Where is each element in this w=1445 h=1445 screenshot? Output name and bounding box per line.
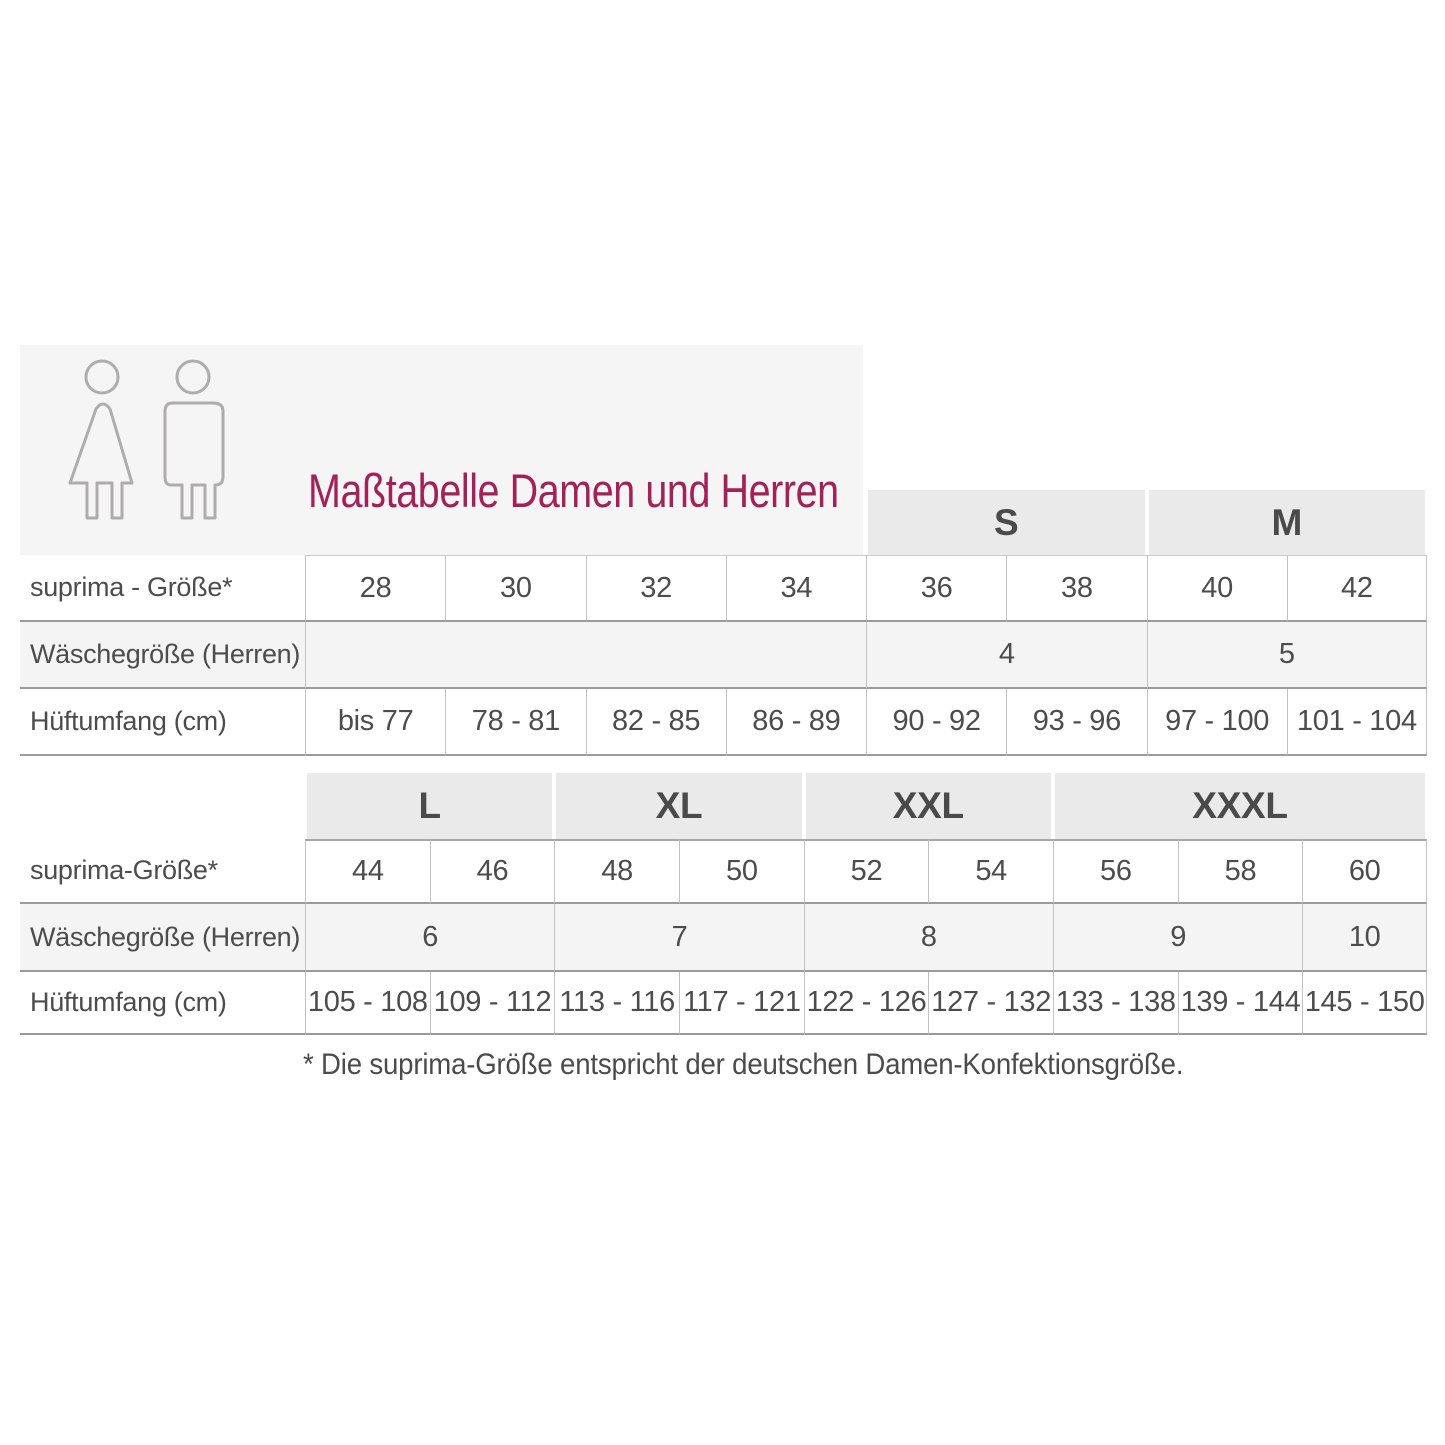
size-header-xxl: XXL bbox=[806, 773, 1051, 839]
size-header-m: M bbox=[1149, 490, 1426, 555]
table-cell: 78 - 81 bbox=[445, 689, 585, 756]
table-cell: 133 - 138 bbox=[1053, 972, 1178, 1035]
size-header-s: S bbox=[868, 490, 1145, 555]
table-cell: 56 bbox=[1053, 839, 1178, 904]
table-cell: bis 77 bbox=[305, 689, 445, 756]
table-cell: 4 bbox=[866, 622, 1147, 689]
table-cell: 82 - 85 bbox=[586, 689, 726, 756]
table-cell: 113 - 116 bbox=[554, 972, 679, 1035]
upper-header-spacer bbox=[20, 490, 866, 555]
table-cell: 5 bbox=[1147, 622, 1428, 689]
table-cell: 52 bbox=[804, 839, 929, 904]
table-cell: 34 bbox=[726, 555, 866, 622]
table-cell-empty bbox=[305, 622, 866, 689]
footnote-text: * Die suprima-Größe entspricht der deutschen Damen-Konfektionsgröße. bbox=[303, 1048, 1184, 1081]
row-label-hueftumfang: Hüftumfang (cm) bbox=[20, 972, 305, 1035]
table-cell: 48 bbox=[554, 839, 679, 904]
table-cell: 122 - 126 bbox=[804, 972, 929, 1035]
lower-size-table bbox=[20, 773, 1427, 1035]
table-cell: 105 - 108 bbox=[305, 972, 430, 1035]
page-title: Maßtabelle Damen und Herren bbox=[308, 464, 839, 517]
table-cell: 54 bbox=[928, 839, 1053, 904]
table-cell: 8 bbox=[804, 904, 1053, 972]
table-cell: 32 bbox=[586, 555, 726, 622]
row-label-hueftumfang: Hüftumfang (cm) bbox=[20, 689, 305, 756]
table-cell: 9 bbox=[1053, 904, 1302, 972]
table-cell: 46 bbox=[430, 839, 555, 904]
size-header-l: L bbox=[307, 773, 552, 839]
table-cell: 10 bbox=[1302, 904, 1427, 972]
size-header-xl: XL bbox=[556, 773, 801, 839]
table-cell: 28 bbox=[305, 555, 445, 622]
table-cell: 139 - 144 bbox=[1178, 972, 1303, 1035]
table-cell: 101 - 104 bbox=[1287, 689, 1427, 756]
table-cell: 127 - 132 bbox=[928, 972, 1053, 1035]
row-label-suprima-groesse: suprima-Größe* bbox=[20, 839, 305, 904]
table-cell: 90 - 92 bbox=[866, 689, 1006, 756]
table-cell: 42 bbox=[1287, 555, 1427, 622]
table-cell: 93 - 96 bbox=[1006, 689, 1146, 756]
table-cell: 109 - 112 bbox=[430, 972, 555, 1035]
table-cell: 86 - 89 bbox=[726, 689, 866, 756]
table-cell: 97 - 100 bbox=[1147, 689, 1287, 756]
table-cell: 60 bbox=[1302, 839, 1427, 904]
table-cell: 30 bbox=[445, 555, 585, 622]
table-cell: 58 bbox=[1178, 839, 1303, 904]
row-label-waeschegroesse: Wäschegröße (Herren) bbox=[20, 904, 305, 972]
table-cell: 38 bbox=[1006, 555, 1146, 622]
table-cell: 7 bbox=[554, 904, 803, 972]
size-header-xxxl: XXXL bbox=[1055, 773, 1425, 839]
man-head bbox=[177, 361, 209, 393]
lower-header-spacer bbox=[20, 773, 305, 839]
woman-head bbox=[86, 361, 118, 393]
table-cell: 36 bbox=[866, 555, 1006, 622]
table-cell: 6 bbox=[305, 904, 554, 972]
table-cell: 145 - 150 bbox=[1302, 972, 1427, 1035]
row-label-waeschegroesse: Wäschegröße (Herren) bbox=[20, 622, 305, 689]
table-cell: 50 bbox=[679, 839, 804, 904]
table-cell: 40 bbox=[1147, 555, 1287, 622]
upper-size-table bbox=[20, 490, 1427, 756]
table-cell: 117 - 121 bbox=[679, 972, 804, 1035]
row-label-suprima-groesse: suprima - Größe* bbox=[20, 555, 305, 622]
table-cell: 44 bbox=[305, 839, 430, 904]
